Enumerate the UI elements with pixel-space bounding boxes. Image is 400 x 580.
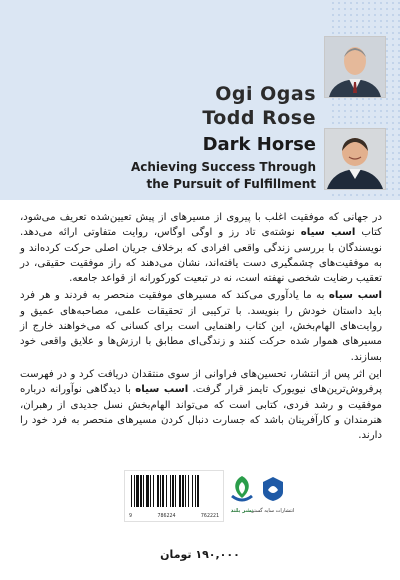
barcode-bar (153, 475, 154, 507)
publisher-logo-icon-2 (262, 476, 284, 502)
barcode-digits (125, 513, 223, 519)
barcode-bar (170, 475, 171, 507)
barcode-digit-group-2: 786224 (157, 513, 176, 519)
barcode-bar (160, 475, 161, 507)
barcode-bar (166, 475, 167, 507)
description-paragraph-3: این اثر پس از انتشار، تحسین‌های فراوانی از سوی منتقدان دریافت کرد و در فهرست پرفروش‌ترین‌های نیویورک تایمز قرار گرفت. اسب سیاه با دیدگاهی نوآورانه درباره موفقیت و رشد فردی، کتابی است که می‌تواند الهام‌بخش نسل جدیدی از رهبران، هنرمندان و کارآفرینان باشد که جسارت دنبال کردن مسیرهای منحصر به فرد خود را دارند. (20, 368, 382, 442)
book-description (20, 210, 382, 445)
price-label: ۱۹۰,۰۰۰ تومان (160, 548, 240, 561)
author-photo-2 (324, 128, 386, 190)
barcode-bar (172, 475, 174, 507)
barcode-bar (131, 475, 132, 507)
barcode-bar (195, 475, 196, 507)
barcode-bar (162, 475, 164, 507)
book-title-highlight: اسب سیاه (300, 227, 356, 239)
barcode-bars (125, 471, 223, 513)
publisher-name-2: انتشارات سایه گستر (251, 508, 295, 514)
barcode-bar (175, 475, 176, 507)
barcode-bar (146, 475, 149, 507)
barcode-bar (179, 475, 181, 507)
book-subtitle-line-2: the Pursuit of Fulfillment (146, 177, 316, 191)
barcode-bar (140, 475, 142, 507)
barcode-bar (134, 475, 135, 507)
barcode-bar (157, 475, 159, 507)
book-title: Dark Horse (202, 134, 316, 155)
description-paragraph-1: در جهانی که موفقیت اغلب با پیروی از مسیرهای از پیش تعیین‌شده تعریف می‌شود، کتاب اسب سیاه نوشته‌ی تاد رز و اوگی اوگاس، روایت متفاوتی ارائه می‌دهد. نویسندگان با بررسی زندگی واقعی افرادی که برخلاف جریان اصلی حرکت کرده‌اند و به موفقیت‌های چشمگیری دست یافته‌اند، نشان می‌دهند که راز موفقیت حقیقی، در تعقیب رضایت شخصی نهفته است، نه در تبعیت کورکورانه از قواعد جامعه. (20, 212, 382, 285)
barcode-bar (150, 475, 151, 507)
description-paragraph-2: اسب سیاه به ما یادآوری می‌کند که مسیرهای موفقیت منحصر به فردند و هر فرد باید داستان خودش را بنویسد. با ترکیبی از تحقیقات علمی، مصاحبه‌های عمیق و روایت‌های الهام‌بخش، این کتاب راهنمایی است برای کسانی که می‌خواهند خارج از مسیرهای هموار شده حرکت کنند و زندگی‌ای مطابق با ارزش‌ها و علایق واقعی خود بسازند. (20, 290, 382, 363)
barcode-bar (188, 475, 189, 507)
barcode-digit-group-1: 9 (129, 513, 133, 519)
book-title-highlight: اسب سیاه (328, 290, 382, 302)
author-name-2: Todd Rose (202, 107, 316, 129)
publisher-name-1: نشر بلند (230, 508, 254, 514)
author-photo-1 (324, 36, 386, 98)
publisher-logo-icon-1 (228, 474, 256, 506)
author-name-1: Ogi Ogas (215, 83, 316, 105)
isbn-barcode (124, 470, 224, 522)
barcode-bar (185, 475, 186, 507)
book-title-highlight: اسب سیاه (135, 384, 189, 396)
barcode-bar (192, 475, 193, 507)
book-subtitle-line-1: Achieving Success Through (130, 160, 316, 174)
barcode-bar (136, 475, 139, 507)
barcode-digit-group-3: 762221 (200, 513, 219, 519)
barcode-bar (143, 475, 144, 507)
barcode-bar (197, 475, 199, 507)
barcode-bar (182, 475, 184, 507)
